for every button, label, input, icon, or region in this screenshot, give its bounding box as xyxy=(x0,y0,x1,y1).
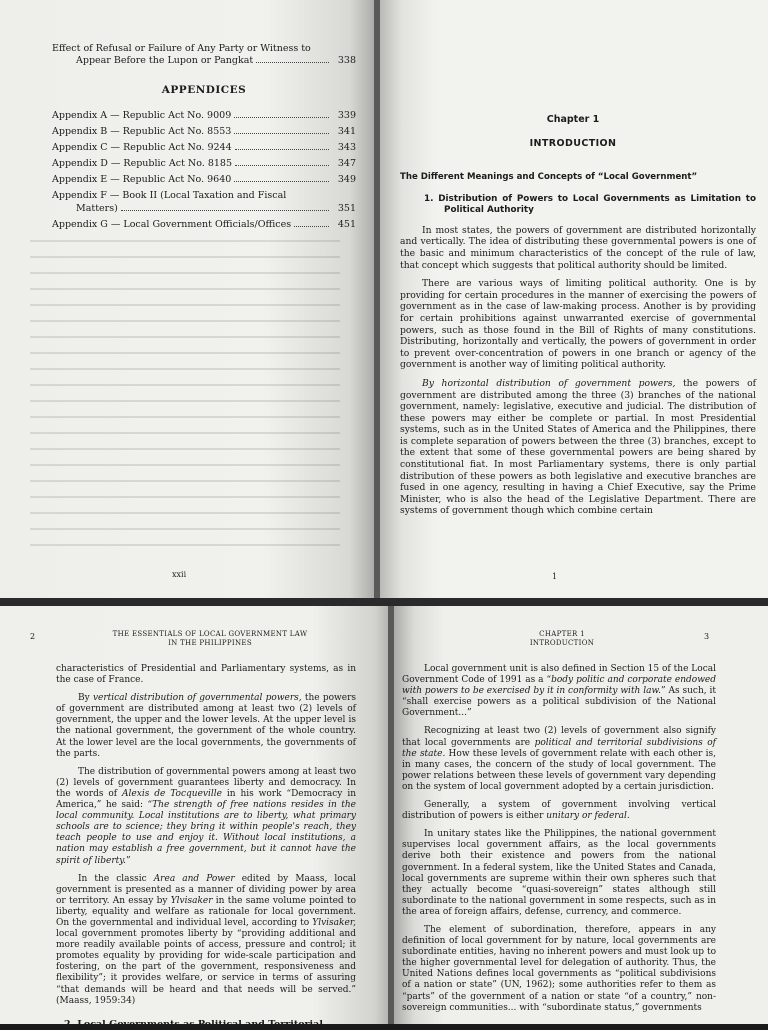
book-gutter xyxy=(374,0,380,600)
emphasis: By horizontal distribution of government powers, xyxy=(422,377,676,389)
emphasis: unitary or federal. xyxy=(546,811,630,822)
paragraph xyxy=(400,378,756,517)
page-3 xyxy=(392,604,768,1024)
leader-dots xyxy=(235,165,329,166)
text-run: the powers of government are distributed among the three (3) branches of the national government, namely: legislative, executive and judicial. The distribution of these powers may either be complete or partial. In most Presidential systems, such as in the United States of America and the Philippines, there is complete separation of powers between the three (3) branches, except to the extent that some of these governmental powers are being shared by constitutional fiat. In most Parliamentary systems, there is only partial distribution of these powers as both legislative and executive branches are fused in one agency, resulting in having a Chief Executive, say the Prime Minister, who is also the head of the Legislative Department. There are systems of government though which combine certain xyxy=(400,377,756,517)
paragraph xyxy=(402,664,716,719)
section-heading: 2. Local Governments as Political and Territorial xyxy=(64,1018,323,1030)
toc-page xyxy=(0,0,376,600)
page-2-body xyxy=(56,664,356,1030)
appendix-label: Appendix C — Republic Act No. 9244 xyxy=(52,142,232,153)
text-run: in his work “Democracy in America,” he said: “ xyxy=(56,788,356,811)
emphasis: vertical distribution of governmental powers, xyxy=(92,693,302,704)
appendix-label: Appendix B — Republic Act No. 8553 xyxy=(52,126,232,137)
emphasis: political and territorial subdivisions of the state. xyxy=(402,737,717,759)
emphasis: Area and Power xyxy=(153,873,235,884)
text-run: The distribution of governmental powers among at least two (2) levels of government guarantees liberty and democracy. In the words of xyxy=(56,766,356,799)
appendix-label: Appendix D — Republic Act No. 8185 xyxy=(52,158,232,169)
toc-page-number: 338 xyxy=(337,55,356,66)
text-run: Local government unit is also defined in Section 15 of the Local Government Code of 1991 as a “ xyxy=(402,664,716,686)
paragraph: In most states, the powers of government are distributed horizontally and vertically. The idea of distributing these governmental powers is one of the basic and minimum characteristics of the concept of the rule of law, that concept which suggests that political authority should be limited. xyxy=(400,224,756,271)
page-folio: xxii xyxy=(172,570,187,579)
appendix-g xyxy=(52,219,356,232)
appendix-page: 351 xyxy=(337,202,356,214)
running-head-line1: CHAPTER 1 xyxy=(539,630,585,638)
paragraph: In unitary states like the Philippines, the national government supervises local government affairs, as the local governments derive both their existence and powers from the national government. In a federal system, like the United States and Canada, local governments are supreme within their own spheres such that they actually become “quasi-sovereign” states although still subordinate to the national government in some respects, such as in the area of foreign affairs, defense, currency, and commerce. xyxy=(402,829,716,917)
running-head-line1: THE ESSENTIALS OF LOCAL GOVERNMENT LAW xyxy=(112,630,308,638)
paragraph xyxy=(56,693,356,760)
subsection-heading: 1. Distribution of Powers to Local Governments as Limitation to Political Authority xyxy=(424,193,756,216)
appendix-label: Appendix G — Local Government Officials/Offices xyxy=(52,218,292,230)
paragraph xyxy=(402,726,716,793)
appendix-page: 343 xyxy=(337,142,356,153)
toc-entry-label: Appear Before the Lupon or Pangkat xyxy=(76,55,254,66)
appendix-page: 339 xyxy=(337,110,356,121)
chapter-body xyxy=(400,172,756,524)
paragraph: characteristics of Presidential and Parliamentary systems, as in the case of France. xyxy=(56,664,356,686)
appendix-page: 341 xyxy=(337,126,356,137)
appendix-a xyxy=(52,110,356,123)
emphasis: body politic and corporate endowed with powers to be exercised by it in conformity with law. xyxy=(402,675,716,697)
text-run: in the same volume pointed to liberty, equality and welfare as rationale for local government. On the governmental and individual level, according to xyxy=(56,895,356,928)
emphasis: Ylvisaker xyxy=(170,895,213,906)
section-heading: The Different Meanings and Concepts of “Local Government” xyxy=(400,172,698,182)
appendix-d xyxy=(52,158,356,171)
toc-entry-line1: Effect of Refusal or Failure of Any Party or Witness to xyxy=(52,43,311,54)
leader-dots xyxy=(294,226,329,227)
paragraph xyxy=(402,800,716,822)
leader-dots xyxy=(234,117,329,118)
appendix-page: 347 xyxy=(337,158,356,169)
appendices-list xyxy=(52,110,356,235)
emphasis: Ylvisaker, xyxy=(312,917,356,928)
paragraph xyxy=(56,767,356,867)
appendix-label: Appendix A — Republic Act No. 9009 xyxy=(52,110,232,121)
bleed-through-text xyxy=(30,240,340,560)
text-run: Recognizing at least two (2) levels of government also signify that local governments are xyxy=(402,726,716,748)
text-run: In the classic xyxy=(78,873,154,884)
chapter-title: INTRODUCTION xyxy=(529,138,617,149)
page-folio: 2 xyxy=(30,632,36,641)
appendix-label: Appendix F — Book II (Local Taxation and Fiscal xyxy=(52,190,287,201)
paragraph xyxy=(56,874,356,1007)
page-divider xyxy=(0,598,768,606)
leader-dots xyxy=(121,210,329,211)
paragraph: There are various ways of limiting political authority. One is by providing for certain procedures in the manner of exercising the powers of government as in the case of law-making process. Another is by providing for certain prohibitions against unwarranted exercise of governmental powers, such as those found in the Bill of Rights of many constitutions. Distributing, horizontally and vertically, the powers of government in order to prevent over-concentration of powers in one branch or agency of the government is another way of limiting political authority. xyxy=(400,278,756,371)
running-head-line2: IN THE PHILIPPINES xyxy=(168,639,252,647)
page-2 xyxy=(0,604,390,1030)
appendix-label-cont: Matters) xyxy=(76,202,118,214)
paragraph: The element of subordination, therefore, appears in any definition of local government for by nature, local governments are subordinate entities, having no inherent powers and must look up to the higher governmental level for delegation of authority. Thus, the United Nations defines local governments as “political subdivisions of a nation or state” (UN, 1962); some authorities refer to them as “parts” of the government of a nation or state “of a country,” non-sovereign communities... with “subordinate status,” governments xyxy=(402,924,716,1013)
text-run: ” As such, it “shall exercise powers as a political subdivision of the National Government...” xyxy=(402,686,716,719)
toc-top-entry xyxy=(52,42,356,68)
page-3-body xyxy=(402,664,716,1021)
text-run: How these levels of government relate with each other is, in many cases, the concern of the study of local government. The power relations between these levels of government vary depending on the system of local government adopted by a certain jurisdiction. xyxy=(402,748,716,792)
text-run: edited by Maass, local government is presented as a manner of dividing power by area or territory. An essay by xyxy=(56,873,356,906)
text-run: By xyxy=(78,693,93,704)
quote: The strength of free nations resides in the local community. Local institutions are to liberty, what primary schools are to science; they bring it within people's reach, they teach people to use and enjoy it. Without local institutions, a nation may establish a free government, but it cannot have the spirit of liberty. xyxy=(56,800,356,866)
leader-dots xyxy=(234,181,329,182)
text-run: the powers of government are distributed among at least two (2) levels of government, the upper and the lower levels. At the upper level is the national government, the government of the whole country. At the lower level are the local governments, the governments of the parts. xyxy=(56,693,356,759)
book-gutter xyxy=(388,604,394,1024)
appendices-heading: APPENDICES xyxy=(161,84,247,96)
leader-dots xyxy=(256,62,329,63)
chapter-page xyxy=(378,0,768,600)
page-folio: 3 xyxy=(704,632,710,641)
appendix-f xyxy=(52,190,356,215)
page-folio: 1 xyxy=(552,572,558,581)
toc-entry-line2 xyxy=(52,55,356,68)
appendix-page: 451 xyxy=(337,218,356,230)
leader-dots xyxy=(234,133,329,134)
appendix-e xyxy=(52,174,356,187)
appendix-c xyxy=(52,142,356,155)
text-run: ” xyxy=(126,855,131,866)
appendix-b xyxy=(52,126,356,139)
running-head xyxy=(100,630,320,648)
chapter-number: Chapter 1 xyxy=(546,114,600,125)
appendix-page: 349 xyxy=(337,174,356,185)
running-head-line2: INTRODUCTION xyxy=(529,639,595,647)
emphasis: Alexis de Tocqueville xyxy=(122,788,222,799)
text-run: Generally, a system of government involving vertical distribution of powers is either xyxy=(402,800,716,822)
appendix-label: Appendix E — Republic Act No. 9640 xyxy=(52,174,232,185)
leader-dots xyxy=(235,149,329,150)
running-head xyxy=(482,630,642,648)
text-run: local government promotes liberty by “providing additional and more readily available points of access, pressure and control; it promotes equality by providing for wide-scale participation and fostering, on the part of the government, responsiveness and flexibility”; it provides welfare, or service in terms of assuring “that demands will be heard and that needs will be served.” (Maass, 1959:34) xyxy=(56,929,356,1006)
